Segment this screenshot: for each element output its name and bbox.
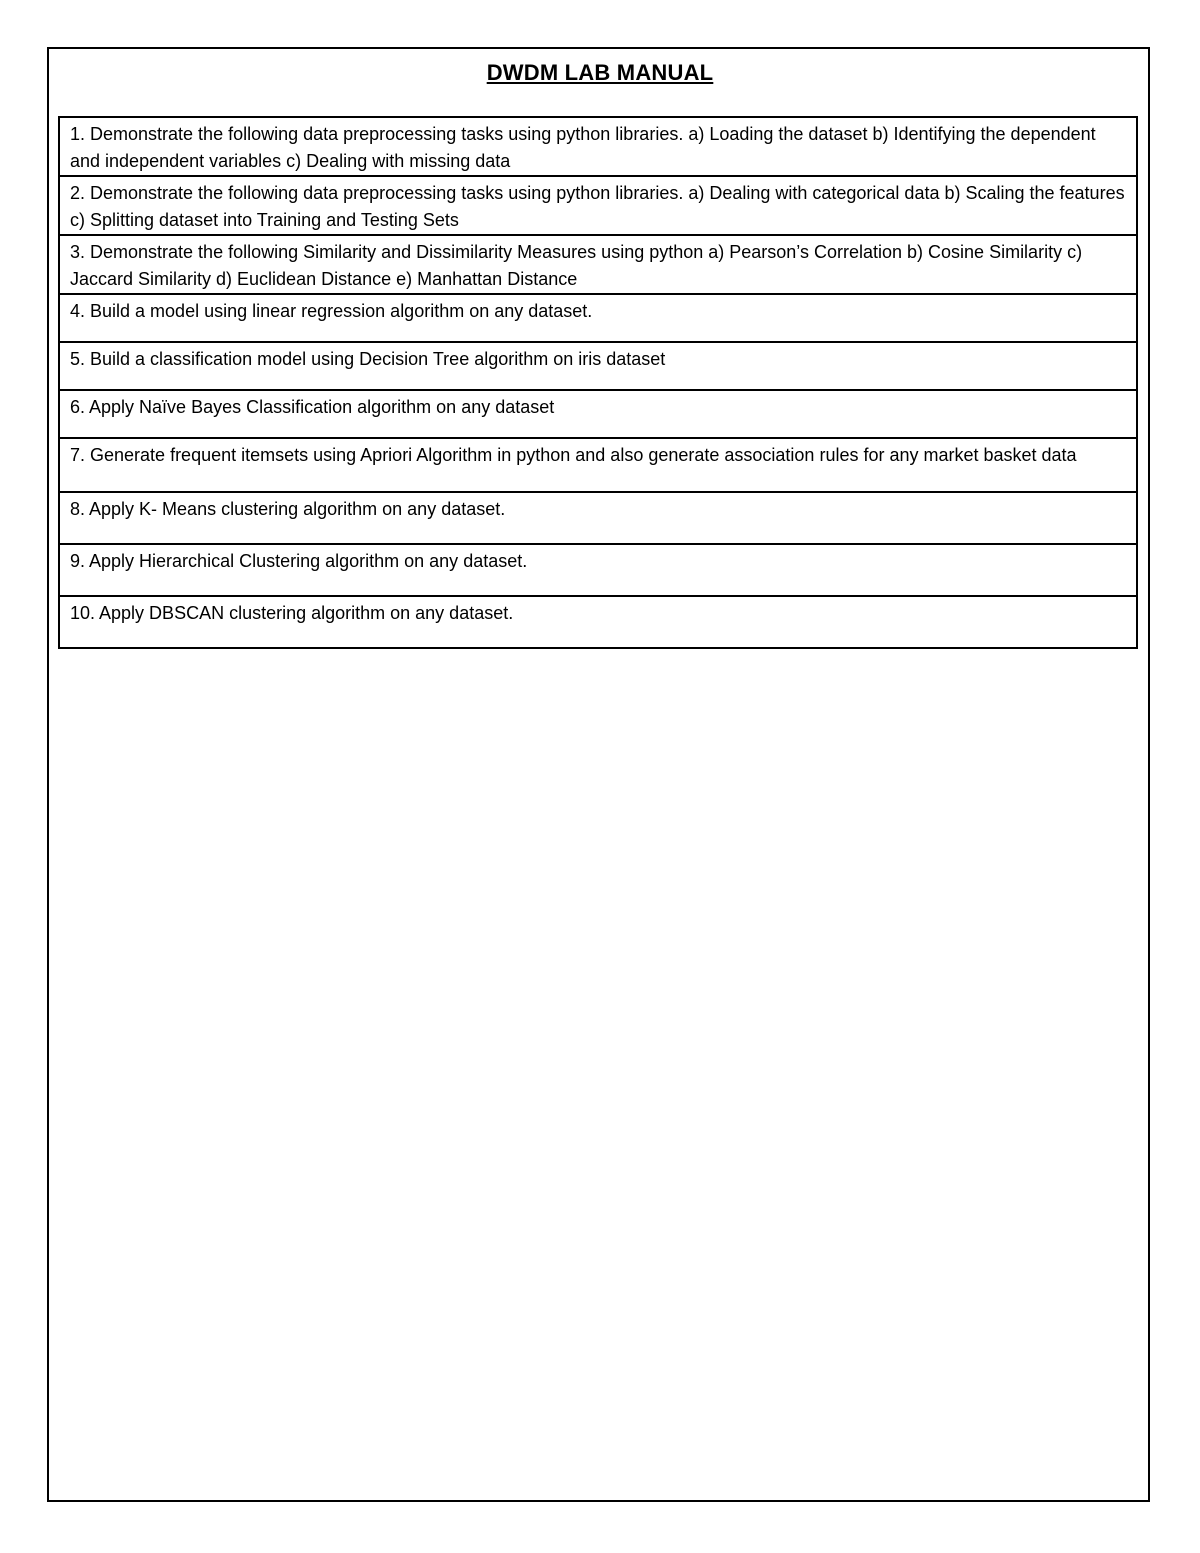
table-row	[59, 438, 1137, 492]
table-row	[59, 492, 1137, 544]
table-row	[59, 596, 1137, 648]
experiment-cell-3: 3. Demonstrate the following Similarity and Dissimilarity Measures using python a) Pearson’s Correlation b) Cosine Similarity c) Jaccard Similarity d) Euclidean Distance e) Manhattan Distance	[59, 235, 1137, 294]
experiment-cell-4: 4. Build a model using linear regression algorithm on any dataset.	[59, 294, 1137, 342]
experiment-cell-2: 2. Demonstrate the following data preprocessing tasks using python libraries. a) Dealing with categorical data b) Scaling the features c) Splitting dataset into Training and Testing Sets	[59, 176, 1137, 235]
table-row	[59, 235, 1137, 294]
experiment-cell-6: 6. Apply Naïve Bayes Classification algorithm on any dataset	[59, 390, 1137, 438]
experiment-cell-9: 9. Apply Hierarchical Clustering algorithm on any dataset.	[59, 544, 1137, 596]
experiment-cell-8: 8. Apply K- Means clustering algorithm on any dataset.	[59, 492, 1137, 544]
experiments-table	[58, 116, 1138, 649]
experiment-cell-7: 7. Generate frequent itemsets using Apriori Algorithm in python and also generate association rules for any market basket data	[59, 438, 1137, 492]
experiment-cell-5: 5. Build a classification model using Decision Tree algorithm on iris dataset	[59, 342, 1137, 390]
table-row	[59, 390, 1137, 438]
experiment-cell-10: 10. Apply DBSCAN clustering algorithm on any dataset.	[59, 596, 1137, 648]
document-title: DWDM LAB MANUAL	[486, 60, 714, 85]
experiment-cell-1: 1. Demonstrate the following data preprocessing tasks using python libraries. a) Loading the dataset b) Identifying the dependent and independent variables c) Dealing with missing data	[59, 117, 1137, 176]
table-row	[59, 342, 1137, 390]
table-row	[59, 544, 1137, 596]
table-row	[59, 294, 1137, 342]
table-row	[59, 117, 1137, 176]
table-row	[59, 176, 1137, 235]
